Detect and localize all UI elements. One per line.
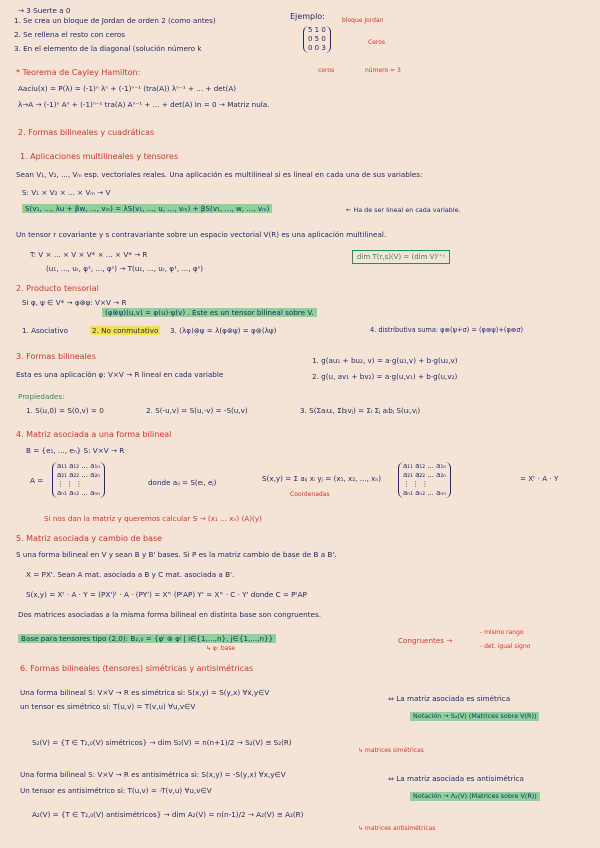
antisymmetric-note: ↳ matrices antisimétricas (358, 825, 436, 832)
matrix-row: a₁₁ a₁₂ ... a₁ₙ (403, 462, 447, 470)
subsection-3-title: 3. Formas bilineales (16, 352, 96, 361)
tensor-product-eval (102, 308, 317, 317)
antisymmetric-def: Una forma bilineal S: V×V → R es antisimétrica si: S(x,y) = -S(y,x) ∀x,y∈V (20, 770, 286, 779)
label-ceros: ceros (318, 67, 335, 74)
intro-line-2: 1. Se crea un bloque de Jordan de orden 2 (como antes) (14, 16, 216, 25)
subsection-6-title: 6. Formas bilineales (tensores) simétricas y antisimétricas (20, 664, 254, 673)
subsection-5-title: 5. Matriz asociada y cambio de base (16, 534, 163, 543)
symmetric-result: ⇔ La matriz asociada es simétrica (388, 694, 511, 703)
matrix-entry-def: donde aᵢⱼ = S(eᵢ, eⱼ) (148, 478, 217, 487)
bilinear-rule-1: 1. g(au₁ + bu₂, v) = a·g(u₁,v) + b·g(u₂,v) (312, 356, 458, 365)
prop-scalar: 3. (λφ)⊗ψ = λ(φ⊗ψ) = φ⊗(λψ) (170, 326, 277, 335)
example-matrix (303, 26, 331, 53)
s2-tensor-map: T: V × ... × V × V* × ... × V* → R (30, 250, 148, 259)
basis-def: B = {e₁, ..., eₙ} S: V×V → R (26, 446, 125, 455)
property-1: 1. S(u,0) = S(0,v) = 0 (26, 406, 104, 415)
tensor-basis: Base para tensores tipo (2,0): B₂,₀ = {φⁱ ⊗ φʲ | i∈{1,...,n}, j∈{1,...,n}} (18, 634, 276, 643)
symmetric-def: Una forma bilineal S: V×V → R es simétrica si: S(x,y) = S(y,x) ∀x,y∈V (20, 688, 270, 697)
matrix-row: aₙ₁ aₙ₂ ... aₙₙ (403, 489, 446, 497)
change-basis-formula: S(x,y) = Xᵗ · A · Y = (PX')ᵗ · A · (PY') = X'ᵗ (PᵗAP) Y' = X'ᵗ · C · Y' donde C = PᵗAP (26, 590, 307, 599)
matrix-row: 0 0 3 (308, 44, 326, 52)
change-basis-coords: X = PX'. Sean A mat. asociada a B y C mat. asociada a B'. (26, 570, 235, 579)
congruent-det-sign: - det. igual signo (480, 643, 531, 650)
matrix-row: 0 5 0 (308, 35, 326, 43)
tensor-basis-note: ↳ φ: base (206, 645, 236, 652)
matrix-row: a₂₁ a₂₂ ... a₂ₙ (403, 471, 447, 479)
symmetric-notation: Notación → S₂(V) (Matrices sobre V(R)) (410, 712, 539, 721)
property-2: 2. S(-u,v) = S(u,-v) = -S(u,v) (146, 406, 248, 415)
bilinear-def: Esta es una aplicación φ: V×V → R lineal en cada variable (16, 370, 224, 379)
label-jordan-block: bloque Jordan (342, 17, 384, 24)
s2-tensor-def: Un tensor r covariante y s contravariante sobre un espacio vectorial V(R) es una aplicación multilineal. (16, 230, 387, 239)
matrix-row: ⋮ ⋮ ⋮ (57, 480, 83, 488)
prop-asociativo: 1. Asociativo (22, 326, 69, 335)
subsection-2-title: 2. Producto tensorial (16, 284, 99, 293)
antisymmetric-result: ⇔ La matriz asociada es antisimétrica (388, 774, 524, 783)
antisymmetric-space: A₂(V) = {T ∈ T₂,₀(V) antisimétricos} → dim A₂(V) = n(n-1)/2 → A₂(V) ≅ A₂(R) (32, 810, 304, 819)
s2-paragraph-1: Sean V₁, V₂, ..., Vₘ esp. vectoriales reales. Una aplicación es multilineal si es lineal en cada una de sus variables: (16, 170, 423, 179)
s2-map: S: V₁ × V₂ × ... × Vₘ → V (22, 188, 111, 197)
intro-line-4: 3. En el elemento de la diagonal (solución número k (14, 44, 202, 53)
matrix-row: ⋮ ⋮ ⋮ (403, 480, 429, 488)
congruent-label: Congruentes → (398, 636, 453, 645)
label-zeros: Ceros (368, 39, 386, 46)
s2-linearity: S(v₁, ..., λu + βw, ..., vₘ) = λS(v₁, ..., u, ..., vₘ) + βS(v₁, ..., w, ..., vₘ) (22, 204, 272, 213)
matrix-row: 5 1 0 (308, 26, 326, 34)
compute-note: Si nos dan la matriz y queremos calcular S → (x₁ ... xₙ) (A)(y) (44, 514, 262, 523)
change-basis-def: S una forma bilineal en V y sean B y B' bases. Si P es la matriz cambio de base de B a B'. (16, 550, 337, 559)
prop-no-conmutativo (90, 326, 160, 335)
properties-heading: Propiedades: (18, 392, 65, 401)
bilinear-rule-2: 2. g(u, av₁ + bv₂) = a·g(u,v₁) + b·g(u,v₂) (312, 372, 458, 381)
symmetric-note: ↳ matrices simétricas (358, 747, 424, 754)
matrix-a (52, 462, 105, 498)
s2-linearity-note: ← Ha de ser lineal en cada variable. (346, 206, 461, 214)
bilinear-sum: S(x,y) = Σ aᵢⱼ xᵢ yⱼ = (x₁, x₂, ..., xₙ) (262, 474, 382, 483)
congruent-same-rank: - mismo rango (480, 629, 524, 636)
example-title: Ejemplo: (290, 12, 325, 21)
prop-distributive: 4. distributiva suma: φ⊗(ψ+σ) = (φ⊗ψ)+(φ⊗σ) (370, 326, 524, 334)
dim-box: dim T(r,s)(V) = (dim V)ʳ⁺ˢ (352, 250, 450, 264)
antisymmetric-notation: Notación → Λ₂(V) (Matrices sobre V(R)) (410, 792, 540, 801)
cayley-title: * Teorema de Cayley Hamilton: (16, 68, 141, 77)
intro-line-1: → 3 Suerte a 0 (18, 6, 71, 15)
matrix-row: a₁₁ a₁₂ ... a₁ₙ (57, 462, 101, 470)
subsection-4-title: 4. Matriz asociada a una forma bilineal (16, 430, 172, 439)
cayley-line-1: Aaciu(x) = P(λ) = (-1)ⁿ λⁿ + (-1)ⁿ⁻¹ (tra(A)) λⁿ⁻¹ + ... + det(A) (18, 84, 237, 93)
matrix-row: aₙ₁ aₙ₂ ... aₙₙ (57, 489, 100, 497)
s2-tensor-eval: (u₁, ..., uᵣ, φ¹, ..., φˢ) → T(u₁, ..., uᵣ, φ¹, ..., φˢ) (46, 264, 204, 273)
tensor-product-formula: (φ⊗ψ)(u,v) = φ(u)·ψ(v) . Este es un tensor bilineal sobre V. (102, 308, 317, 317)
subsection-1-title: 1. Aplicaciones multilineales y tensores (20, 152, 179, 161)
antisymmetric-tensor-def: Un tensor es antisimétrico si: T(u,v) = -T(v,u) ∀u,v∈V (20, 786, 212, 795)
section-2-title: 2. Formas bilineales y cuadráticas (18, 128, 155, 137)
intro-line-3: 2. Se rellena el resto con ceros (14, 30, 125, 39)
label-number: número = 3 (365, 67, 401, 74)
matrix-a-copy (398, 462, 451, 498)
coords-label: Coordenadas (290, 491, 330, 498)
cayley-line-2: λ→A → (-1)ⁿ Aⁿ + (-1)ⁿ⁻¹ tra(A) Aⁿ⁻¹ + ... + det(A) In = 0 → Matriz nula. (18, 100, 270, 109)
symmetric-tensor-def: un tensor es simétrico si: T(u,v) = T(v,u) ∀u,v∈V (20, 702, 196, 711)
bilinear-result: = Xᵗ · A · Y (520, 474, 559, 483)
prop-no-conmutativo-label: 2. No conmutativo (92, 326, 159, 335)
matrix-row: a₂₁ a₂₂ ... a₂ₙ (57, 471, 101, 479)
matrix-a-label: A = (30, 476, 44, 485)
tensor-product-def: Si φ, ψ ∈ V* → φ⊗ψ: V×V → R (22, 298, 127, 307)
symmetric-space: S₂(V) = {T ∈ T₂,₀(V) simétricos} → dim S₂(V) = n(n+1)/2 → S₂(V) ≅ S₂(R) (32, 738, 292, 747)
property-3: 3. S(Σaᵢuᵢ, Σbⱼvⱼ) = Σᵢ Σⱼ aᵢbⱼ S(uᵢ,vⱼ) (300, 406, 421, 415)
congruence-statement: Dos matrices asociadas a la misma forma bilineal en distinta base son congruentes. (18, 610, 321, 619)
